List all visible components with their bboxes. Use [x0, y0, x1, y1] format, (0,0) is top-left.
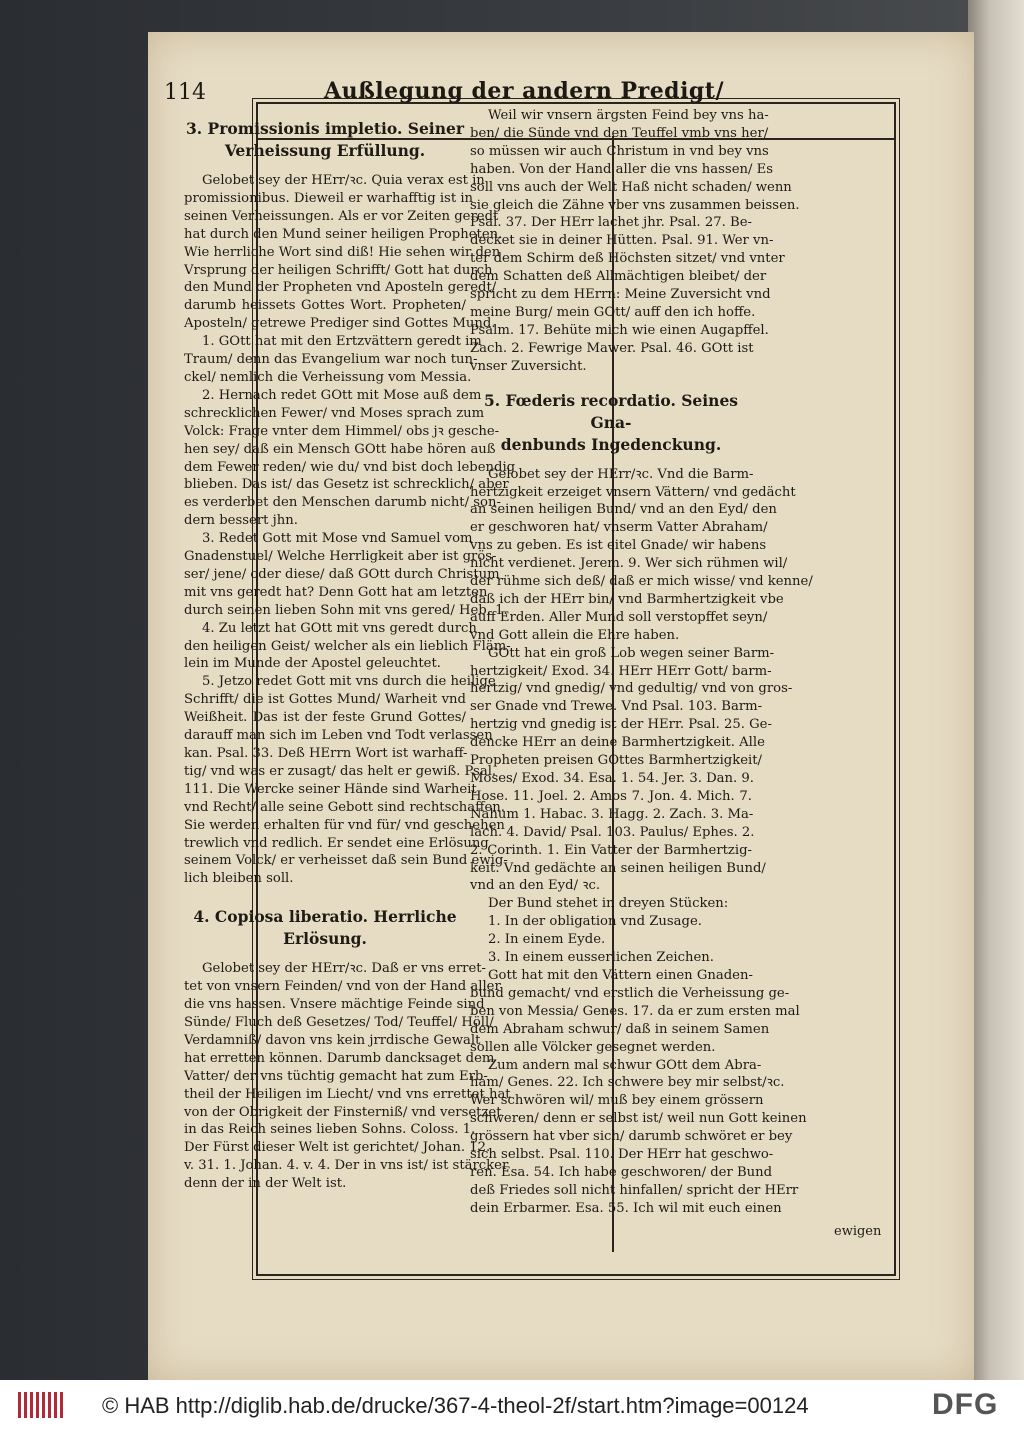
- text-line: tig/ vnd was er zusagt/ das helt er gewiß. Psal.: [184, 763, 497, 779]
- text-line: Sie werden erhalten für vnd für/ vnd geschehen: [184, 817, 505, 833]
- text-line: kan. Psal. 33. Deß HErrn Wort ist warhaff-: [184, 746, 468, 761]
- text-line: sollen alle Völcker gesegnet werden.: [470, 1039, 716, 1055]
- text-line: 111. Die Wercke seiner Hände sind Warheit: [184, 781, 477, 797]
- text-line: lich bleiben soll.: [184, 871, 294, 887]
- text-line: haben. Von der Hand aller die vns hassen/ Es: [470, 161, 774, 177]
- text-line: dem Fewer reden/ wie du/ vnd bist doch lebendig: [184, 459, 516, 475]
- text-line: deß Friedes soll nicht hinfallen/ spricht der HErr: [470, 1182, 799, 1198]
- footer-bar: [0, 1380, 1024, 1429]
- text-line: der rühme sich deß/ daß er mich wisse/ vnd kenne/: [470, 574, 813, 590]
- text-line: Traum/ denn das Evangelium war noch tun-: [184, 352, 478, 368]
- text-line: dem Schatten deß Allmächtigen bleibet/ der: [470, 269, 767, 285]
- text-line: lach. 4. David/ Psal. 103. Paulus/ Ephes. 2.: [470, 824, 755, 840]
- dfg-logo: DFG: [932, 1388, 999, 1421]
- text-line: seinen Verheissungen. Als er vor Zeiten geredt: [184, 208, 499, 224]
- text-line: den Mund der Propheten vnd Aposteln geredt/: [184, 280, 497, 296]
- text-line: schrecklichen Fewer/ vnd Moses sprach zum: [184, 405, 485, 421]
- text-line: tet von vnsern Feinden/ vnd von der Hand aller: [184, 979, 501, 995]
- text-line: sich selbst. Psal. 110. Der HErr hat geschwo-: [470, 1147, 774, 1163]
- text-line: er geschworen hat/ vnserm Vatter Abraham/: [470, 520, 768, 536]
- text-line: lein im Munde der Apostel geleuchtet.: [184, 656, 441, 672]
- text-line: vnd an den Eyd/ ꝛc.: [470, 878, 601, 894]
- text-line: ren. Esa. 54. Ich habe geschworen/ der Bund: [470, 1164, 773, 1180]
- text-line: seinem Volck/ er verheisset daß sein Bund ewig-: [184, 853, 508, 869]
- text-line: hertzig vnd gnedig ist der HErr. Psal. 25. Ge-: [470, 717, 772, 733]
- text-line: ter dem Schirm deß Höchsten sitzet/ vnd vnter: [470, 251, 785, 267]
- text-line: trewlich vnd redlich. Er sendet eine Erlösung: [184, 835, 489, 851]
- text-line: hertzig/ vnd gnedig/ vnd gedultig/ vnd von gros-: [470, 681, 793, 697]
- section-heading-5: [470, 390, 752, 456]
- text-line: Hose. 11. Joel. 2. Amos 7. Jon. 4. Mich. 7.: [470, 788, 752, 804]
- text-line: Gelobet sey der HErr/ꝛc. Vnd die Barm-: [488, 466, 754, 482]
- paragraph-section-3: [184, 172, 516, 888]
- text-line: es verderbet den Menschen darumb nicht/ son-: [184, 495, 501, 511]
- heading-line: Erlösung.: [283, 929, 367, 949]
- text-line: Weißheit. Das ist der feste Grund Gottes/: [184, 710, 466, 726]
- text-line: hat durch den Mund seiner heiligen Propheten.: [184, 226, 503, 242]
- text-line: Gnadenstuel/ Welche Herrligkeit aber ist grös-: [184, 549, 497, 565]
- heading-line: denbunds Ingedenckung.: [500, 434, 722, 454]
- text-line: dencke HErr an deine Barmhertzigkeit. Alle: [470, 735, 765, 751]
- text-line: 5. Jetzo redet Gott mit vns durch die heilige: [202, 674, 496, 690]
- heading-line: Verheissung Erfüllung.: [224, 141, 426, 160]
- text-line: 1. GOtt hat mit den Ertzvättern geredt im: [202, 334, 482, 350]
- text-line: theil der Heiligen im Liecht/ vnd vns errettet hat: [184, 1086, 511, 1102]
- text-line: Aposteln/ getrewe Prediger sind Gottes Mund.: [184, 316, 496, 332]
- text-line: ben/ die Sünde vnd den Teuffel vmb vns her/: [470, 125, 769, 141]
- text-line: Gelobet sey der HErr/ꝛc. Quia verax est in: [202, 173, 485, 188]
- text-line: durch seinen lieben Sohn mit vns gered/ Heb. 1.: [184, 602, 508, 618]
- text-line: 4. Zu letzt hat GOtt mit vns geredt durch: [202, 620, 477, 636]
- text-line: vnser Zuversicht.: [470, 358, 587, 374]
- text-line: vns zu geben. Es ist eitel Gnade/ wir habens: [470, 538, 767, 554]
- heading-line: 4. Copiosa liberatio. Herrliche: [193, 907, 457, 927]
- text-line: Vatter/ der vns tüchtig gemacht hat zum Erb-: [184, 1068, 488, 1084]
- paragraph-continuation: [470, 107, 800, 376]
- text-line: 3. In einem eusserlichen Zeichen.: [488, 950, 714, 966]
- text-line: keit. Vnd gedächte an seinen heiligen Bund/: [470, 860, 766, 876]
- text-line: ser Gnade vnd Trewe. Vnd Psal. 103. Barm-: [470, 699, 763, 715]
- text-line: darumb heissets Gottes Wort. Propheten/: [184, 298, 466, 314]
- text-line: ben von Messia/ Genes. 17. da er zum ersten mal: [470, 1003, 800, 1019]
- text-line: Psal. 37. Der HErr lachet jhr. Psal. 27. Be-: [470, 215, 752, 231]
- text-line: ser/ jene/ oder diese/ daß GOtt durch Christum: [184, 566, 500, 582]
- catchword: ewigen: [834, 1224, 882, 1239]
- text-line: Zum andern mal schwur GOtt dem Abra-: [488, 1057, 762, 1073]
- text-line: GOtt hat ein groß Lob wegen seiner Barm-: [488, 645, 775, 661]
- text-line: Wie herrliche Wort sind diß! Hie sehen wir den: [184, 244, 501, 260]
- text-line: hen sey/ daß ein Mensch GOtt habe hören auß: [184, 441, 496, 457]
- hab-logo-icon: [18, 1392, 66, 1418]
- text-line: auff Erden. Aller Mund soll verstopffet seyn/: [470, 609, 768, 625]
- text-line: Gelobet sey der HErr/ꝛc. Daß er vns erret-: [202, 961, 486, 977]
- paragraph-section-4: [184, 960, 511, 1193]
- text-line: Schrifft/ die ist Gottes Mund/ Warheit vnd: [184, 692, 466, 708]
- text-line: daß ich der HErr bin/ vnd Barmhertzigkeit vbe: [470, 591, 784, 607]
- text-line: ckel/ nemlich die Verheissung vom Messia.: [184, 369, 472, 385]
- text-line: 2. In einem Eyde.: [488, 932, 606, 948]
- text-line: 2. Corinth. 1. Ein Vatter der Barmhertzig-: [470, 842, 752, 858]
- text-line: bund gemacht/ vnd erstlich die Verheissung ge-: [470, 985, 790, 1001]
- left-column: [184, 112, 516, 1193]
- text-line: von der Obrigkeit der Finsterniß/ vnd versetzet: [184, 1104, 502, 1120]
- text-line: schweren/ denn er selbst ist/ weil nun Gott keinen: [470, 1111, 807, 1127]
- text-line: grössern hat vber sich/ darumb schwöret er bey: [470, 1129, 793, 1145]
- text-line: die vns hassen. Vnsere mächtige Feinde sind: [184, 997, 485, 1013]
- text-line: 2. Hernach redet GOtt mit Mose auß dem: [202, 387, 482, 403]
- text-line: Der Bund stehet in dreyen Stücken:: [488, 896, 729, 912]
- text-line: vnd Recht/ alle seine Gebott sind rechtschaffen.: [184, 799, 505, 815]
- text-line: 1. In der obligation vnd Zusage.: [488, 914, 702, 930]
- text-line: so müssen wir auch Christum in vnd bey vns: [470, 143, 769, 159]
- section-heading-4: [184, 906, 466, 950]
- text-line: dein Erbarmer. Esa. 55. Ich wil mit euch einen: [470, 1200, 782, 1216]
- text-line: Nahum 1. Habac. 3. Hagg. 2. Zach. 3. Ma-: [470, 806, 754, 822]
- text-line: Der Fürst dieser Welt ist gerichtet/ Johan. 12.: [184, 1140, 491, 1156]
- text-line: Moses/ Exod. 34. Esa. 1. 54. Jer. 3. Dan. 9.: [470, 771, 754, 786]
- heading-line: 3. Promissionis impletio. Seiner: [185, 119, 464, 138]
- text-line: Verdamniß/ davon vns kein jrrdische Gewalt: [184, 1032, 481, 1048]
- text-line: Wer schwören wil/ muß bey einem grössern: [470, 1093, 764, 1109]
- text-line: in das Reich seines lieben Sohns. Coloss. 1.: [184, 1122, 476, 1138]
- text-line: an seinen heiligen Bund/ vnd an den Eyd/ den: [470, 502, 777, 518]
- text-line: Sünde/ Fluch deß Gesetzes/ Tod/ Teuffel/ Höll/: [184, 1014, 494, 1030]
- text-line: hertzigkeit erzeiget vnsern Vättern/ vnd gedächt: [470, 484, 796, 500]
- paragraph-section-5: [470, 466, 813, 1218]
- text-line: dem Abraham schwur/ daß in seinem Samen: [470, 1021, 770, 1037]
- text-line: den heiligen Geist/ welcher als ein lieblich Fläm-: [184, 638, 511, 654]
- text-line: soll vns auch der Welt Haß nicht schaden/ wenn: [470, 179, 792, 195]
- text-line: mit vns geredt hat? Denn Gott hat am letzten: [184, 584, 488, 600]
- text-line: hat erretten können. Darumb dancksaget dem: [184, 1050, 495, 1066]
- text-line: sie gleich die Zähne vber vns zusammen beissen.: [470, 197, 800, 213]
- text-line: spricht zu dem HErrn: Meine Zuversicht vnd: [470, 287, 771, 303]
- text-line: Vrsprung der heiligen Schrifft/ Gott hat durch: [184, 262, 493, 278]
- text-line: decket sie in deiner Hütten. Psal. 91. Wer vn-: [470, 233, 774, 249]
- text-line: vnd Gott allein die Ehre haben.: [470, 627, 680, 643]
- text-line: hertzigkeit/ Exod. 34. HErr HErr Gott/ barm-: [470, 663, 772, 679]
- text-line: Gott hat mit den Vättern einen Gnaden-: [488, 967, 753, 983]
- heading-line: 5. Fœderis recordatio. Seines Gna-: [483, 390, 739, 432]
- right-column: [470, 107, 813, 1218]
- text-line: promissionibus. Dieweil er warhafftig ist in: [184, 190, 474, 206]
- text-line: nicht verdienet. Jerem. 9. Wer sich rühmen wil/: [470, 556, 788, 572]
- text-line: Zach. 2. Fewrige Mawer. Psal. 46. GOtt ist: [470, 340, 754, 356]
- section-heading-3: [184, 118, 466, 162]
- text-line: Weil wir vnsern ärgsten Feind bey vns ha-: [488, 108, 769, 123]
- source-url[interactable]: © HAB http://diglib.hab.de/drucke/367-4-theol-2f/start.htm?image=00124: [102, 1393, 809, 1418]
- facing-page-edge: [968, 0, 1024, 1380]
- text-line: 3. Redet Gott mit Mose vnd Samuel vom: [202, 531, 473, 547]
- text-line: v. 31. 1. Johan. 4. v. 4. Der in vns ist/ ist stärcker: [184, 1158, 509, 1174]
- text-line: meine Burg/ mein GOtt/ auff den ich hoffe.: [470, 304, 756, 320]
- text-line: denn der in der Welt ist.: [184, 1176, 347, 1192]
- text-line: dern bessert jhn.: [184, 513, 298, 529]
- page-number: 114: [164, 80, 206, 105]
- text-line: ham/ Genes. 22. Ich schwere bey mir selbst/ꝛc.: [470, 1075, 785, 1091]
- text-line: Volck: Frage vnter dem Himmel/ obs jꝛ gesche-: [184, 423, 500, 439]
- text-line: Propheten preisen GOttes Barmhertzigkeit/: [470, 753, 763, 769]
- text-line: blieben. Das ist/ das Gesetz ist schrecklich/ aber: [184, 477, 509, 493]
- text-line: Psalm. 17. Behüte mich wie einen Augapffel.: [470, 322, 769, 338]
- text-line: darauff man sich im Leben vnd Todt verlassen: [184, 728, 493, 744]
- running-head: Außlegung der andern Predigt/: [324, 78, 725, 104]
